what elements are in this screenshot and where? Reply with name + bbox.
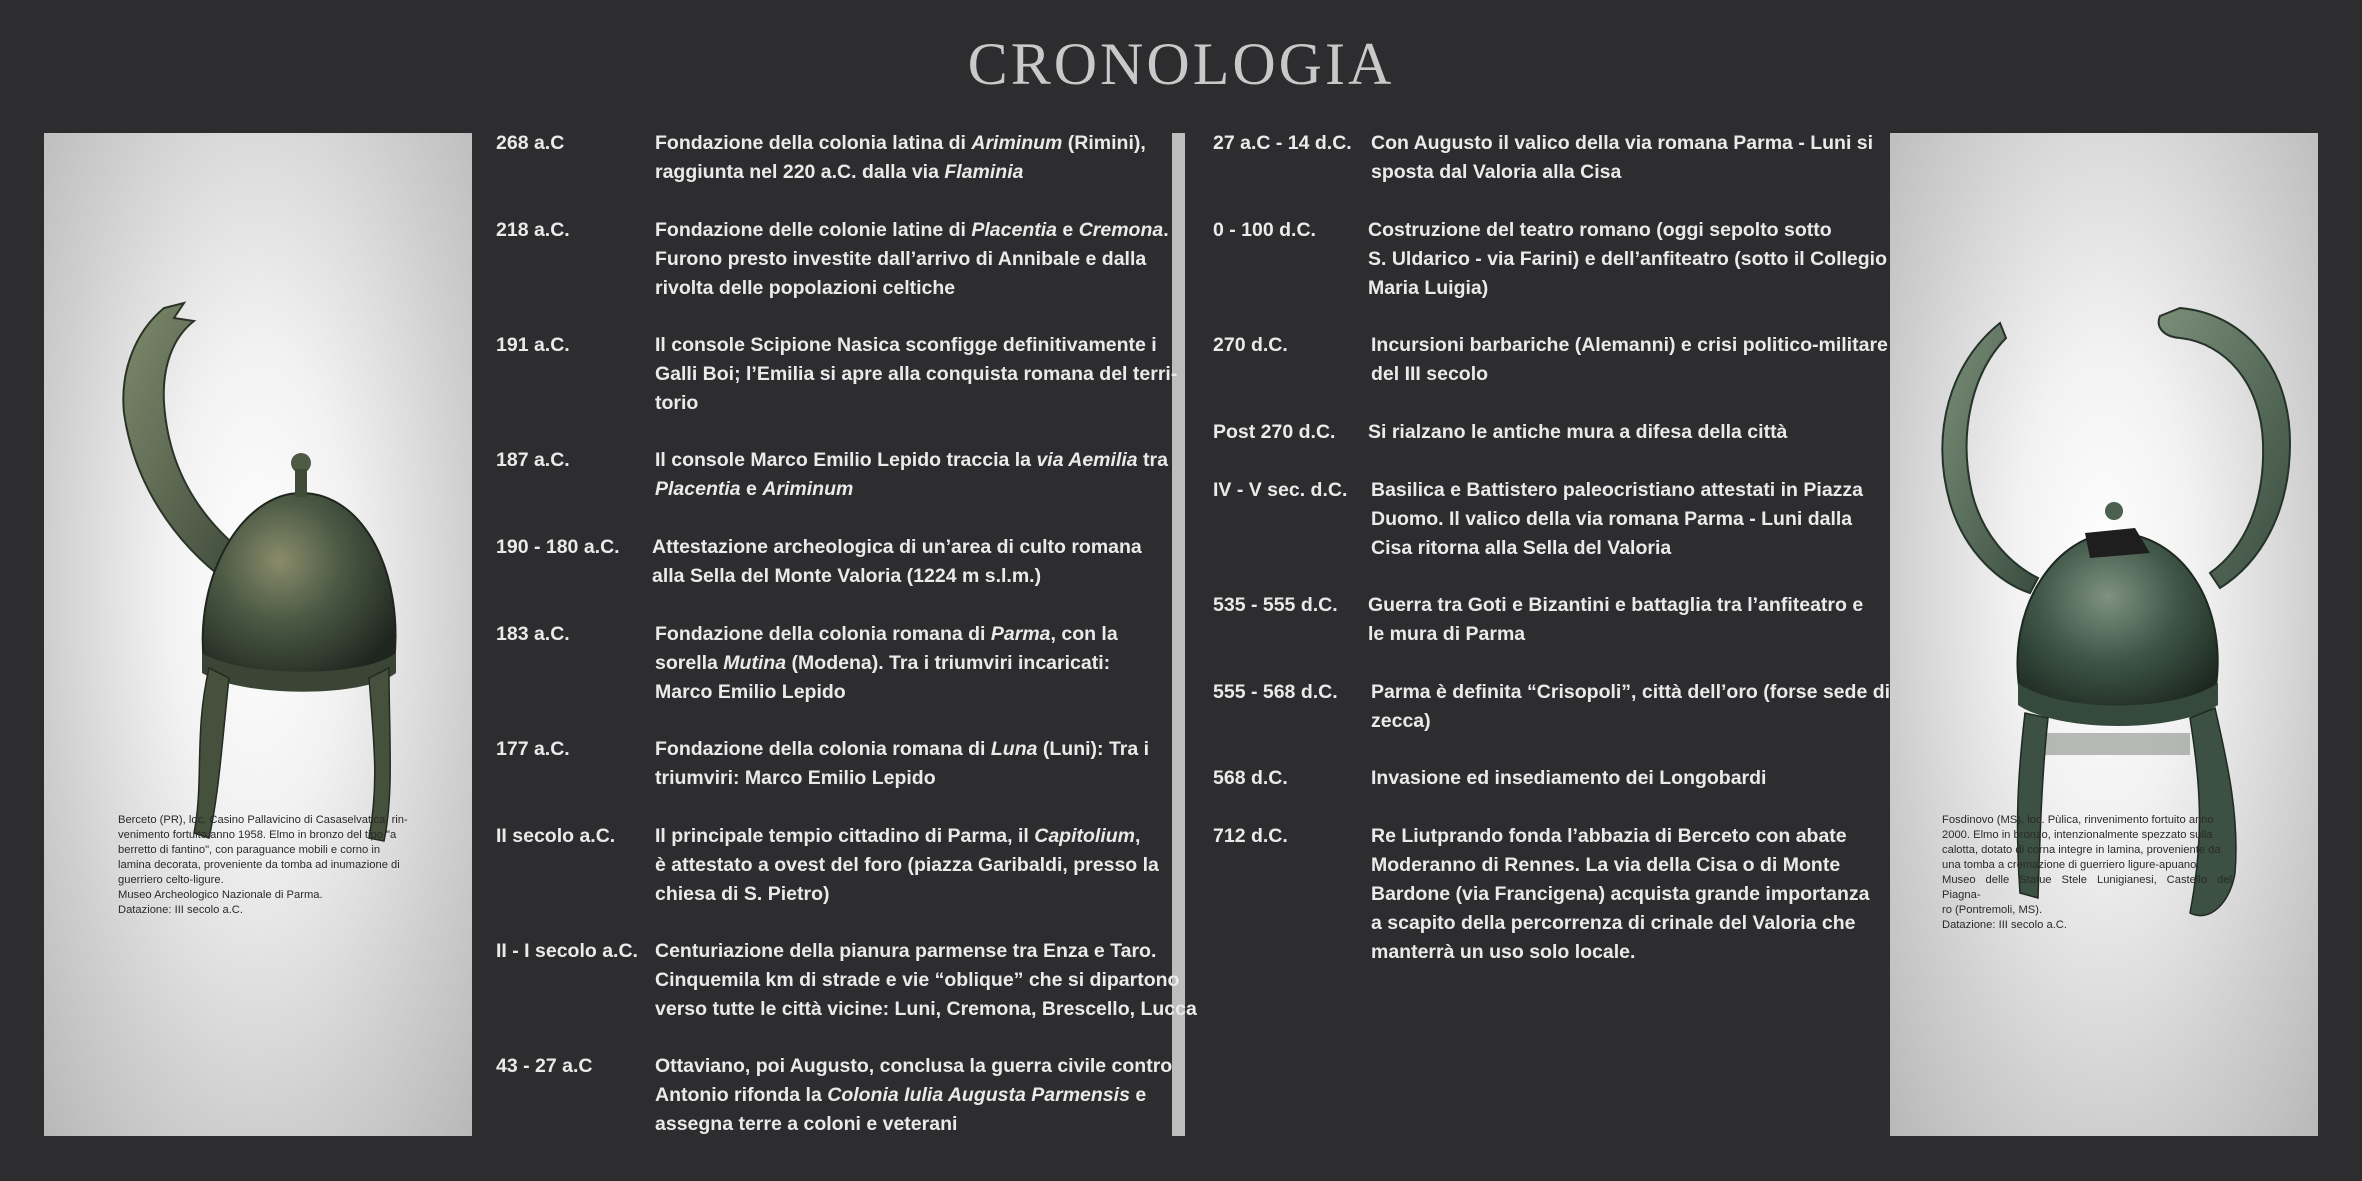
description-line: zecca) bbox=[1371, 710, 1431, 732]
caption-line: venimento fortuito anno 1958. Elmo in bronzo del tipo "a bbox=[118, 829, 397, 841]
timeline-description bbox=[1371, 678, 1890, 736]
description-line: alla Sella del Monte Valoria (1224 m s.l.m.) bbox=[652, 565, 1042, 587]
description-line: Galli Boi; l’Emilia si apre alla conquista romana del terri- bbox=[655, 363, 1178, 385]
description-line: a scapito della percorrenza di crinale del Valoria che bbox=[1371, 912, 1856, 934]
timeline-date: 568 d.C. bbox=[1213, 767, 1288, 789]
timeline-date: 191 a.C. bbox=[496, 334, 570, 356]
timeline-description bbox=[655, 937, 1197, 1024]
description-line: Incursioni barbariche (Alemanni) e crisi politico-militare bbox=[1371, 334, 1888, 356]
caption-line: Fosdinovo (MS), loc. Pùlica, rinvenimento fortuito anno bbox=[1942, 814, 2214, 826]
italic-term: Cremona bbox=[1078, 219, 1164, 241]
italic-term: Ariminum bbox=[762, 478, 854, 500]
timeline-description bbox=[655, 735, 1149, 793]
caption-line: guerriero celto-ligure. bbox=[118, 874, 224, 886]
caption-line: berretto di fantino", con paraguance mobili e corno in bbox=[118, 844, 381, 856]
timeline-description bbox=[1371, 822, 1869, 967]
italic-term: Capitolium bbox=[1034, 825, 1135, 847]
timeline-date: 712 d.C. bbox=[1213, 825, 1288, 847]
celtic-helmet-image bbox=[44, 133, 472, 1136]
description-line: Fondazione della colonia romana di Luna (Luni): Tra i bbox=[655, 738, 1150, 760]
italic-term: Luna bbox=[990, 738, 1038, 760]
description-line: Invasione ed insediamento dei Longobardi bbox=[1371, 767, 1767, 789]
timeline-date: 27 a.C - 14 d.C. bbox=[1213, 132, 1352, 154]
description-line: assegna terre a coloni e veterani bbox=[655, 1113, 958, 1135]
left-helmet-panel bbox=[44, 133, 472, 1136]
timeline-date: 218 a.C. bbox=[496, 219, 570, 241]
timeline-description bbox=[655, 822, 1159, 909]
timeline-description bbox=[1371, 476, 1863, 563]
italic-term: Ariminum bbox=[971, 132, 1063, 154]
description-line: Antonio rifonda la Colonia Iulia Augusta Parmensis e bbox=[655, 1084, 1147, 1106]
description-line: chiesa di S. Pietro) bbox=[655, 883, 830, 905]
description-line: Il console Scipione Nasica sconfigge definitivamente i bbox=[655, 334, 1157, 356]
description-line: rivolta delle popolazioni celtiche bbox=[655, 277, 956, 299]
caption-line: ro (Pontremoli, MS). bbox=[1942, 904, 2043, 916]
caption-line: una tomba a cremazione di guerriero ligure-apuano. bbox=[1942, 859, 2200, 871]
timeline-description bbox=[1371, 129, 1873, 187]
right-helmet-caption bbox=[1942, 813, 2232, 933]
timeline-date: 183 a.C. bbox=[496, 623, 570, 645]
description-line: le mura di Parma bbox=[1368, 623, 1526, 645]
description-line: verso tutte le città vicine: Luni, Cremona, Brescello, Lucca bbox=[655, 998, 1197, 1020]
description-line: Attestazione archeologica di un’area di culto romana bbox=[652, 536, 1142, 558]
description-line: Placentia e Ariminum bbox=[655, 478, 854, 500]
timeline-date: Post 270 d.C. bbox=[1213, 421, 1336, 443]
page-title: CRONOLOGIA bbox=[967, 31, 1395, 97]
description-line: triumviri: Marco Emilio Lepido bbox=[655, 767, 936, 789]
right-helmet-panel bbox=[1890, 133, 2318, 1136]
italic-term: Flaminia bbox=[944, 161, 1024, 183]
timeline-date: 535 - 555 d.C. bbox=[1213, 594, 1338, 616]
description-line: Costruzione del teatro romano (oggi sepolto sotto bbox=[1368, 219, 1832, 241]
caption-line: lamina decorata, proveniente da tomba ad inumazione di bbox=[118, 859, 400, 871]
description-line: sorella Mutina (Modena). Tra i triumviri incaricati: bbox=[655, 652, 1111, 674]
description-line: Re Liutprando fonda l’abbazia di Berceto con abate bbox=[1371, 825, 1847, 847]
description-line: Fondazione della colonia latina di Ariminum (Rimini), bbox=[655, 132, 1146, 154]
timeline-date: 0 - 100 d.C. bbox=[1213, 219, 1316, 241]
caption-line: calotta, dotato di corna integre in lamina, proveniente da bbox=[1942, 844, 2221, 856]
description-line: Centuriazione della pianura parmense tra Enza e Taro. bbox=[655, 940, 1157, 962]
italic-term: Placentia bbox=[971, 219, 1058, 241]
description-line: Maria Luigia) bbox=[1368, 277, 1489, 299]
left-helmet-caption bbox=[118, 813, 408, 918]
description-line: Moderanno di Rennes. La via della Cisa o di Monte bbox=[1371, 854, 1841, 876]
caption-line: Datazione: III secolo a.C. bbox=[118, 904, 243, 916]
description-line: S. Uldarico - via Farini) e dell’anfiteatro (sotto il Collegio bbox=[1368, 248, 1887, 270]
timeline-date: 270 d.C. bbox=[1213, 334, 1288, 356]
timeline-description bbox=[655, 446, 1168, 504]
italic-term: Mutina bbox=[723, 652, 787, 674]
timeline-date: 555 - 568 d.C. bbox=[1213, 681, 1338, 703]
timeline-date: 177 a.C. bbox=[496, 738, 570, 760]
timeline-description bbox=[655, 620, 1118, 707]
timeline-description bbox=[655, 129, 1146, 187]
description-line: Il console Marco Emilio Lepido traccia la via Aemilia tra bbox=[655, 449, 1168, 471]
timeline-date: 43 - 27 a.C bbox=[496, 1055, 593, 1077]
timeline-description bbox=[655, 216, 1169, 303]
description-line: del III secolo bbox=[1371, 363, 1489, 385]
description-line: Guerra tra Goti e Bizantini e battaglia tra l’anfiteatro e bbox=[1368, 594, 1864, 616]
timeline-description bbox=[1368, 591, 1863, 649]
italic-term: Colonia Iulia Augusta Parmensis bbox=[827, 1084, 1130, 1106]
caption-line: Museo Archeologico Nazionale di Parma. bbox=[118, 889, 323, 901]
timeline-date: 268 a.C bbox=[496, 132, 565, 154]
description-line: torio bbox=[655, 392, 699, 414]
description-line: è attestato a ovest del foro (piazza Garibaldi, presso la bbox=[655, 854, 1159, 876]
description-line: Ottaviano, poi Augusto, conclusa la guerra civile contro bbox=[655, 1055, 1173, 1077]
description-line: Il principale tempio cittadino di Parma, il Capitolium, bbox=[655, 825, 1141, 847]
caption-line: Berceto (PR), loc. Casino Pallavicino di Casaselvatica, rin- bbox=[118, 814, 408, 826]
description-line: Furono presto investite dall’arrivo di Annibale e dalla bbox=[655, 248, 1147, 270]
description-line: Con Augusto il valico della via romana Parma - Luni si bbox=[1371, 132, 1874, 154]
timeline-description bbox=[1371, 764, 1766, 793]
description-line: Fondazione della colonia romana di Parma, con la bbox=[655, 623, 1118, 645]
description-line: raggiunta nel 220 a.C. dalla via Flaminia bbox=[655, 161, 1024, 183]
horned-helmet-image bbox=[1890, 133, 2318, 1136]
description-line: Parma è definita “Crisopoli”, città dell’oro (forse sede di bbox=[1371, 681, 1891, 703]
timeline-date: II - I secolo a.C. bbox=[496, 940, 638, 962]
italic-term: via Aemilia bbox=[1036, 449, 1138, 471]
description-line: Basilica e Battistero paleocristiano attestati in Piazza bbox=[1371, 479, 1864, 501]
italic-term: Placentia bbox=[655, 478, 741, 500]
description-line: Cinquemila km di strade e vie “oblique” che si dipartono bbox=[655, 969, 1180, 991]
timeline-description bbox=[1371, 331, 1888, 389]
description-line: Cisa ritorna alla Sella del Valoria bbox=[1371, 537, 1672, 559]
description-line: Marco Emilio Lepido bbox=[655, 681, 846, 703]
description-line: sposta dal Valoria alla Cisa bbox=[1371, 161, 1622, 183]
caption-line: Museo delle Statue Stele Lunigianesi, Castello del Piagna- bbox=[1942, 874, 2232, 901]
timeline-description bbox=[655, 331, 1177, 418]
description-line: manterrà un uso solo locale. bbox=[1371, 941, 1636, 963]
description-line: Duomo. Il valico della via romana Parma - Luni dalla bbox=[1371, 508, 1853, 530]
description-line: Bardone (via Francigena) acquista grande importanza bbox=[1371, 883, 1870, 905]
description-line: Si rialzano le antiche mura a difesa della città bbox=[1368, 421, 1788, 443]
timeline-description bbox=[1368, 418, 1787, 447]
description-line: Fondazione delle colonie latine di Placentia e Cremona. bbox=[655, 219, 1169, 241]
timeline-description bbox=[652, 533, 1142, 591]
caption-line: 2000. Elmo in bronzo, intenzionalmente spezzato sulla bbox=[1942, 829, 2213, 841]
timeline-date: 190 - 180 a.C. bbox=[496, 536, 620, 558]
timeline-date: 187 a.C. bbox=[496, 449, 570, 471]
timeline-description bbox=[1368, 216, 1887, 303]
caption-line: Datazione: III secolo a.C. bbox=[1942, 919, 2067, 931]
timeline-description bbox=[655, 1052, 1172, 1139]
italic-term: Parma bbox=[990, 623, 1051, 645]
timeline-date: II secolo a.C. bbox=[496, 825, 616, 847]
timeline-date: IV - V sec. d.C. bbox=[1213, 479, 1348, 501]
